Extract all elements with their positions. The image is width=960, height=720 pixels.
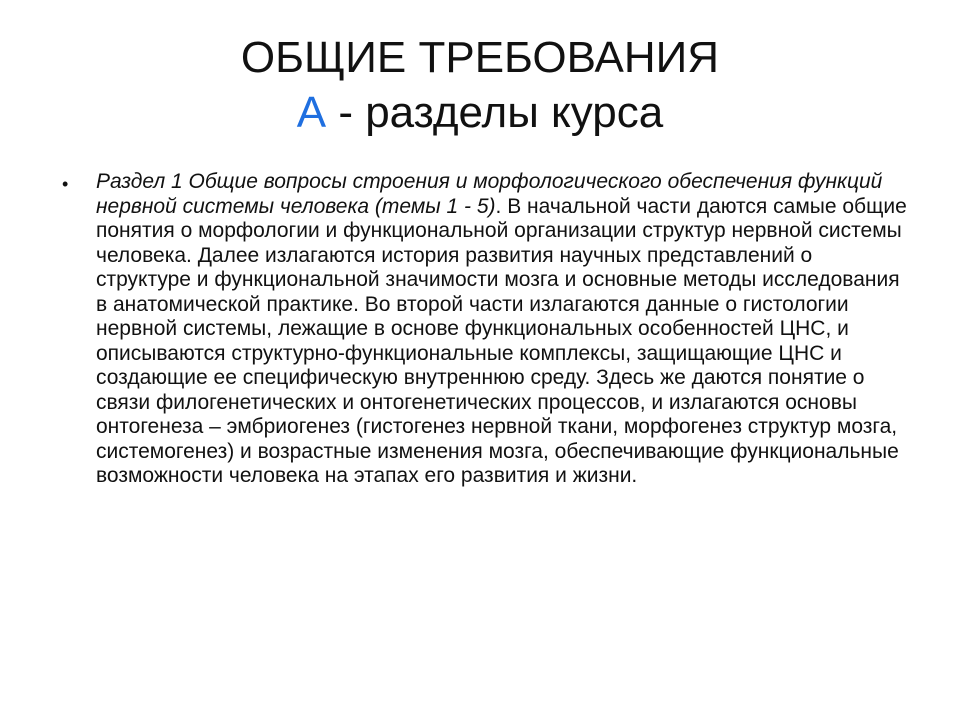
section-body-text: . В начальной части даются самые общие понятия о морфологии и функциональной организации структур нервной системы человека. Далее излагаются история развития научных представлений о структуре и функциональной значимости мозга и основные методы исследования в анатомической практике. Во второй части излагаются данные о гистологии нервной системы, лежащие в основе функциональных особенностей ЦНС, и описываются структурно-функциональные комплексы, защищающие ЦНС и создающие ее специфическую внутреннюю среду. Здесь же даются понятие о связи филогенетических и онтогенетических процессов, и излагаются основы онтогенеза – эмбриогенез (гистогенез нервной ткани, морфогенез структур мозга, системогенез) и возрастные изменения мозга, обеспечивающие функциональные возможности человека на этапах его развития и жизни. bbox=[96, 194, 907, 487]
bullet-marker: • bbox=[62, 174, 69, 194]
section-heading-text: Раздел 1 Общие вопросы строения и морфологического обеспечения функций нервной системы человека (темы 1 - 5) bbox=[96, 170, 883, 218]
bullet-list bbox=[62, 170, 912, 489]
bullet-paragraph bbox=[96, 170, 912, 489]
slide-title bbox=[0, 30, 960, 140]
title-line-1: ОБЩИЕ ТРЕБОВАНИЯ bbox=[240, 33, 720, 82]
title-subtitle: - разделы курса bbox=[326, 88, 664, 137]
title-accent-letter: А bbox=[296, 88, 327, 137]
title-line-2 bbox=[0, 85, 960, 140]
